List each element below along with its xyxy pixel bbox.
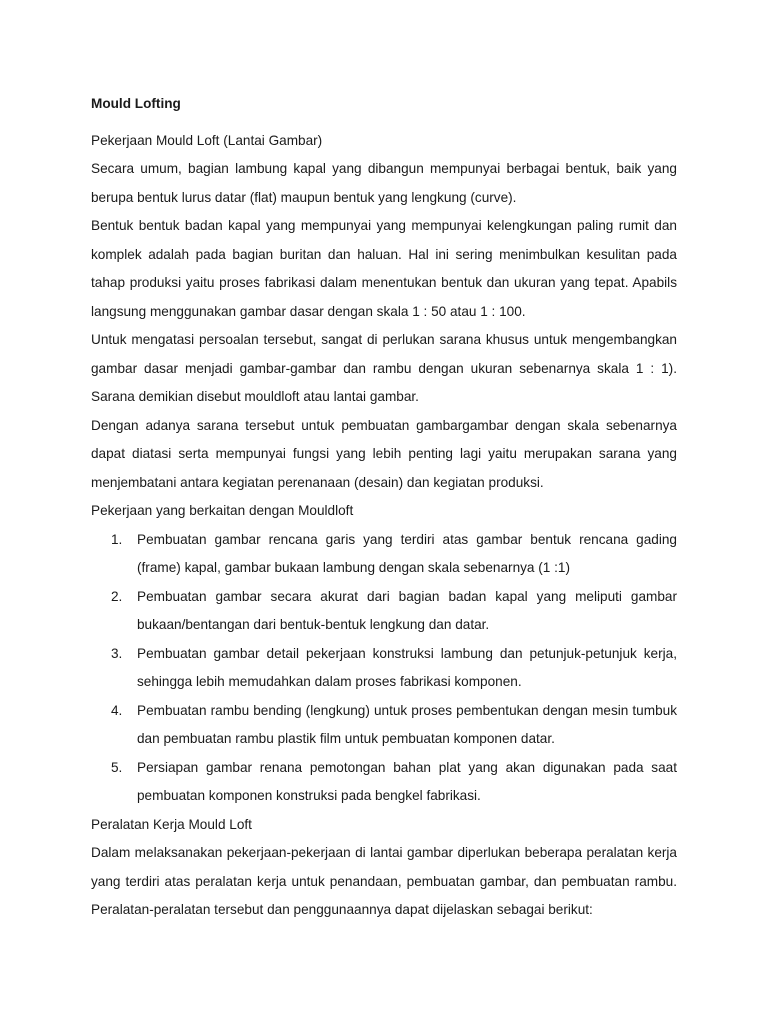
- section-heading: Peralatan Kerja Mould Loft: [91, 816, 252, 832]
- list-item: [91, 754, 677, 811]
- paragraph: Dalam melaksanakan pekerjaan-pekerjaan di lantai gambar diperlukan beberapa peralatan kerja yang terdiri atas peralatan kerja untuk penandaan, pembuatan gambar, dan pembuatan rambu. Peralatan-peralatan tersebut dan penggunaannya dapat dijelaskan sebagai berikut:: [91, 845, 677, 917]
- list-item-text: Pembuatan gambar rencana garis yang terdiri atas gambar bentuk rencana gading (frame) kapal, gambar bukaan lambung dengan skala sebenarnya (1 :1): [137, 531, 677, 575]
- document-title: Mould Lofting: [91, 96, 181, 111]
- list-item-text: Pembuatan gambar detail pekerjaan konstruksi lambung dan petunjuk-petunjuk kerja, sehingga lebih memudahkan dalam proses fabrikasi komponen.: [137, 645, 677, 689]
- list-number: 5.: [111, 759, 123, 775]
- numbered-list: [91, 526, 677, 811]
- list-item: [91, 526, 677, 583]
- list-item-text: Persiapan gambar renana pemotongan bahan plat yang akan digunakan pada saat pembuatan komponen konstruksi pada bengkel fabrikasi.: [137, 759, 677, 803]
- paragraph: Dengan adanya sarana tersebut untuk pembuatan gambargambar dengan skala sebenarnya dapat diatasi serta mempunyai fungsi yang lebih penting lagi yaitu merupakan sarana yang menjembatani antara kegiatan perenanaan (desain) dan kegiatan produksi.: [91, 417, 677, 490]
- document-body: [91, 90, 677, 925]
- paragraph: Untuk mengatasi persoalan tersebut, sangat di perlukan sarana khusus untuk mengembangkan gambar dasar menjadi gambar-gambar dan rambu dengan ukuran sebenarnya skala 1 : 1). Sarana demikian disebut mouldloft atau lantai gambar.: [91, 332, 677, 404]
- paragraph: Secara umum, bagian lambung kapal yang dibangun mempunyai berbagai bentuk, baik yang berupa bentuk lurus datar (flat) maupun bentuk yang lengkung (curve).: [91, 161, 677, 205]
- list-number: 4.: [111, 702, 123, 718]
- list-number: 1.: [111, 531, 123, 547]
- list-number: 2.: [111, 588, 123, 604]
- list-item-text: Pembuatan gambar secara akurat dari bagian badan kapal yang meliputi gambar bukaan/bentangan dari bentuk-bentuk lengkung dan datar.: [137, 588, 677, 632]
- section-heading: Pekerjaan Mould Loft (Lantai Gambar): [91, 132, 323, 148]
- list-item-text: Pembuatan rambu bending (lengkung) untuk proses pembentukan dengan mesin tumbuk dan pembuatan rambu plastik film untuk pembuatan komponen datar.: [137, 702, 677, 746]
- list-number: 3.: [111, 645, 123, 661]
- list-item: [91, 583, 677, 640]
- paragraph: Bentuk bentuk badan kapal yang mempunyai yang mempunyai kelengkungan paling rumit dan komplek adalah pada bagian buritan dan haluan. Hal ini sering menimbulkan kesulitan pada tahap produksi yaitu proses fabrikasi dalam menentukan bentuk dan ukuran yang tepat. Apabils langsung menggunakan gambar dasar dengan skala 1 : 50 atau 1 : 100.: [91, 218, 677, 319]
- section-heading: Pekerjaan yang berkaitan dengan Mouldloft: [91, 503, 354, 518]
- list-item: [91, 640, 677, 697]
- list-item: [91, 697, 677, 754]
